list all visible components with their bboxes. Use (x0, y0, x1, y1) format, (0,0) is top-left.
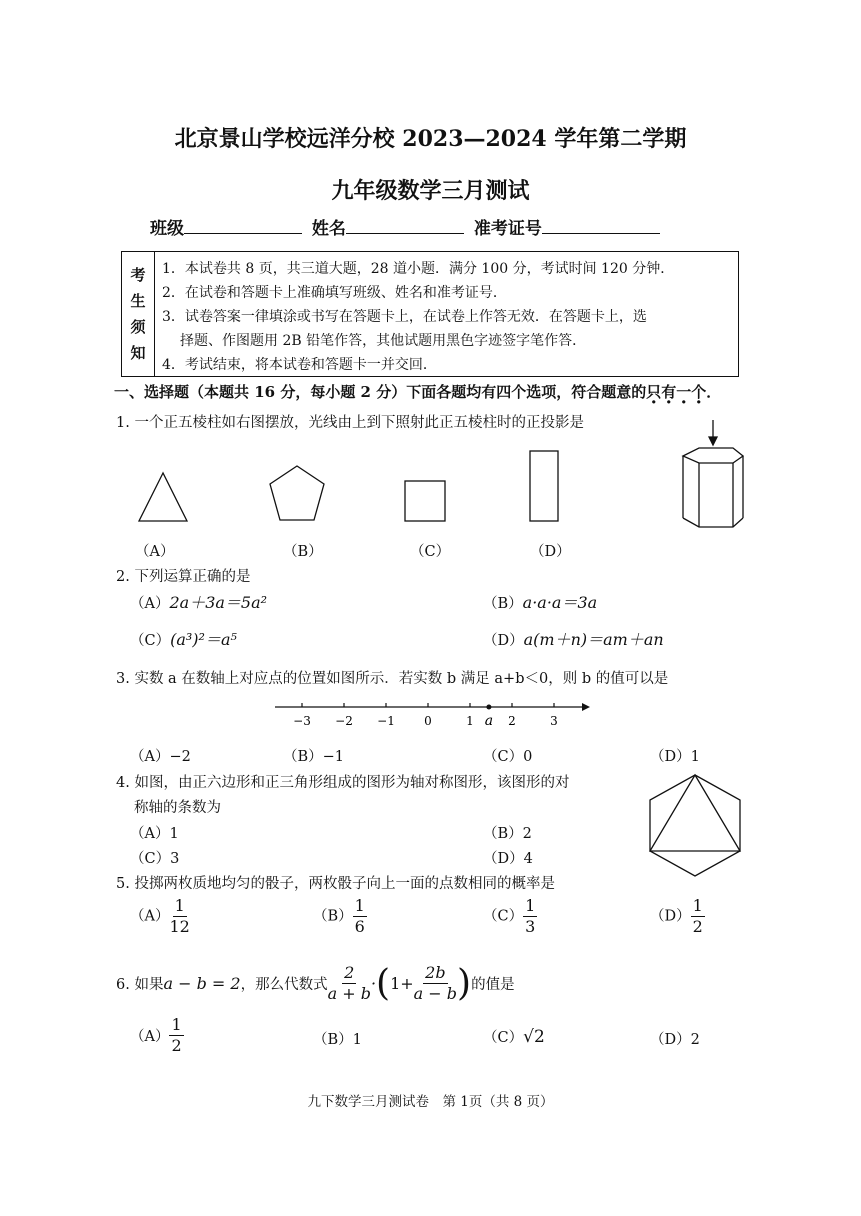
number-line-arrow (582, 703, 590, 711)
option-label: （C） (130, 633, 171, 649)
one-plus: 1+ (390, 974, 414, 993)
fraction (169, 896, 189, 937)
fraction-numerator: 1 (171, 1015, 182, 1034)
q2-option-b[interactable] (483, 590, 597, 613)
q4-option-d[interactable]: （D）4 (483, 851, 533, 867)
q4-option-c[interactable]: （C）3 (130, 851, 180, 867)
option-label: （A） (130, 1029, 170, 1045)
notice-item: 1．本试卷共 8 页，共三道大题，28 道小题．满分 100 分，考试时间 120 分钟． (162, 261, 675, 277)
q6-option-c[interactable] (483, 1026, 545, 1047)
math-expression: 2a＋3a＝5a² (169, 593, 268, 612)
section-heading-text: 一、选择题（本题共 16 分，每小题 2 分）下面各题均有四个选项，符合题意的 (114, 383, 647, 401)
emphasis-char: 只 (646, 383, 662, 401)
option-label: （A） (130, 596, 170, 612)
fraction-denominator: 2 (692, 917, 703, 936)
fraction (169, 1015, 183, 1056)
q6-option-b[interactable]: （B）1 (313, 1032, 362, 1048)
fraction-numerator: 2b (425, 963, 446, 982)
paren-left: ( (376, 962, 391, 1004)
q1-stem: 1. 一个正五棱柱如右图摆放，光线由上到下照射此正五棱柱时的正投影是 (116, 415, 584, 431)
square-shape (405, 481, 445, 521)
emphasis-char: 个 (691, 383, 707, 401)
number-line-tick-label: −3 (293, 714, 311, 728)
notice-label-char: 生 (130, 292, 146, 310)
q5-stem: 5. 投掷两枚质地均匀的骰子，两枚骰子向上一面的点数相同的概率是 (116, 876, 555, 892)
paren-right: ) (457, 962, 472, 1004)
hexagon-shape (650, 775, 740, 876)
fraction-numerator: 1 (525, 896, 536, 915)
number-line-tick-label: 3 (550, 714, 558, 728)
pentagonal-prism-figure (683, 420, 743, 527)
q5-option-d[interactable] (650, 896, 705, 937)
fraction (328, 963, 371, 1004)
rectangle-shape (530, 451, 558, 521)
q5-option-a[interactable] (130, 896, 190, 937)
fraction-denominator: a − b (413, 984, 458, 1003)
q1-option-c[interactable]: （C） (410, 544, 451, 560)
q1-option-d[interactable]: （D） (530, 544, 571, 560)
fraction-numerator: 1 (354, 896, 365, 915)
option-label: （B） (483, 596, 523, 612)
fraction-denominator: 12 (169, 917, 190, 936)
q6-option-a[interactable] (130, 1015, 184, 1056)
fraction-denominator: a + b (327, 984, 371, 1003)
q6-stem-suffix: 的值是 (471, 977, 515, 993)
notice-item: 3．试卷答案一律填涂或书写在答题卡上，在试卷上作答无效．在答题卡上，选 (162, 309, 647, 325)
q3-option-c[interactable]: （C）0 (483, 749, 533, 765)
fraction-denominator: 3 (525, 917, 536, 936)
field-id-label: 准考证号 (473, 219, 542, 239)
exam-title: 北京景山学校远洋分校 2023—2024 学年第二学期 (174, 126, 687, 152)
emphasis-char: 一 (676, 383, 692, 401)
fraction (523, 896, 537, 937)
q3-option-d[interactable]: （D）1 (650, 749, 700, 765)
q3-option-a[interactable]: （A）−2 (130, 749, 191, 765)
q4-option-b[interactable]: （B）2 (483, 826, 532, 842)
page-footer: 九下数学三月测试卷 第 1页（共 8 页） (307, 1094, 554, 1110)
emphasis-char: 有 (661, 383, 677, 401)
triangle-shape (139, 473, 187, 521)
q4-option-a[interactable]: （A）1 (130, 826, 179, 842)
fraction-denominator: 2 (171, 1036, 182, 1055)
pentagon-shape (270, 466, 324, 520)
fraction (691, 896, 705, 937)
notice-item: 择题、作图题用 2B 铅笔作答，其他试题用黑色字迹签字笔作答． (180, 333, 587, 349)
q6-stem (116, 963, 515, 1004)
hexagon-triangle-figure (645, 770, 745, 880)
q2-stem: 2. 下列运算正确的是 (116, 569, 251, 585)
multiply-dot: · (370, 974, 377, 993)
fraction-numerator: 1 (174, 896, 185, 915)
option-label: （C） (483, 908, 524, 925)
field-name-label: 姓名 (311, 219, 346, 239)
inner-triangle-shape (650, 775, 740, 851)
notice-label-char: 考 (130, 266, 146, 284)
q2-option-d[interactable] (483, 627, 664, 650)
option-label: （C） (483, 1030, 524, 1046)
number-line-tick-label: −2 (335, 714, 353, 728)
q4-stem-line1: 4. 如图，由正六边形和正三角形组成的图形为轴对称图形，该图形的对 (116, 775, 570, 791)
section-heading-end: ． (706, 383, 722, 401)
q2-option-c[interactable] (130, 627, 237, 650)
fraction-denominator: 6 (354, 917, 365, 936)
option-label: （A） (130, 908, 170, 925)
number-line-point-label: a (484, 713, 494, 729)
exam-subtitle: 九年级数学三月测试 (331, 178, 530, 204)
field-class-label: 班级 (150, 219, 184, 239)
option-label: （D） (650, 908, 691, 925)
number-line-tick-label: −1 (377, 714, 395, 728)
math-expression: a(m＋n)＝am＋an (523, 630, 664, 649)
fraction (353, 896, 367, 937)
option-label: （D） (483, 633, 524, 649)
number-line-point (486, 705, 491, 710)
number-line (270, 695, 600, 735)
q6-condition: a − b = 2 (163, 974, 241, 993)
q1-option-b[interactable]: （B） (283, 544, 323, 560)
number-line-tick-label: 1 (466, 714, 474, 728)
fraction-numerator: 1 (692, 896, 703, 915)
q4-stem-line2: 称轴的条数为 (134, 800, 221, 816)
q3-stem: 3. 实数 a 在数轴上对应点的位置如图所示．若实数 b 满足 a+b＜0，则 b 的值可以是 (116, 671, 669, 687)
option-label: （B） (313, 908, 353, 925)
q6-option-d[interactable]: （D）2 (650, 1032, 700, 1048)
q3-option-b[interactable]: （B）−1 (283, 749, 345, 765)
q1-option-a[interactable]: （A） (135, 544, 175, 560)
fraction (414, 963, 457, 1004)
number-line-tick-label: 2 (508, 714, 516, 728)
q1-figures (0, 0, 861, 560)
q5-option-b[interactable] (313, 896, 367, 937)
notice-label-char: 须 (130, 318, 146, 336)
q5-option-c[interactable] (483, 896, 537, 937)
fraction-numerator: 2 (344, 963, 355, 982)
sqrt-value: √2 (523, 1027, 545, 1047)
math-expression: (a³)²＝a⁵ (170, 630, 237, 649)
number-line-tick-label: 0 (424, 714, 432, 728)
q2-option-a[interactable] (130, 590, 267, 613)
notice-item: 4．考试结束，将本试卷和答题卡一并交回． (162, 357, 437, 373)
notice-label-char: 知 (130, 344, 146, 362)
q6-stem-mid: ，那么代数式 (240, 977, 328, 993)
q6-stem-prefix: 6. 如果 (116, 977, 164, 993)
math-expression: a·a·a＝3a (522, 593, 598, 612)
notice-item: 2．在试卷和答题卡上准确填写班级、姓名和准考证号． (162, 285, 507, 301)
